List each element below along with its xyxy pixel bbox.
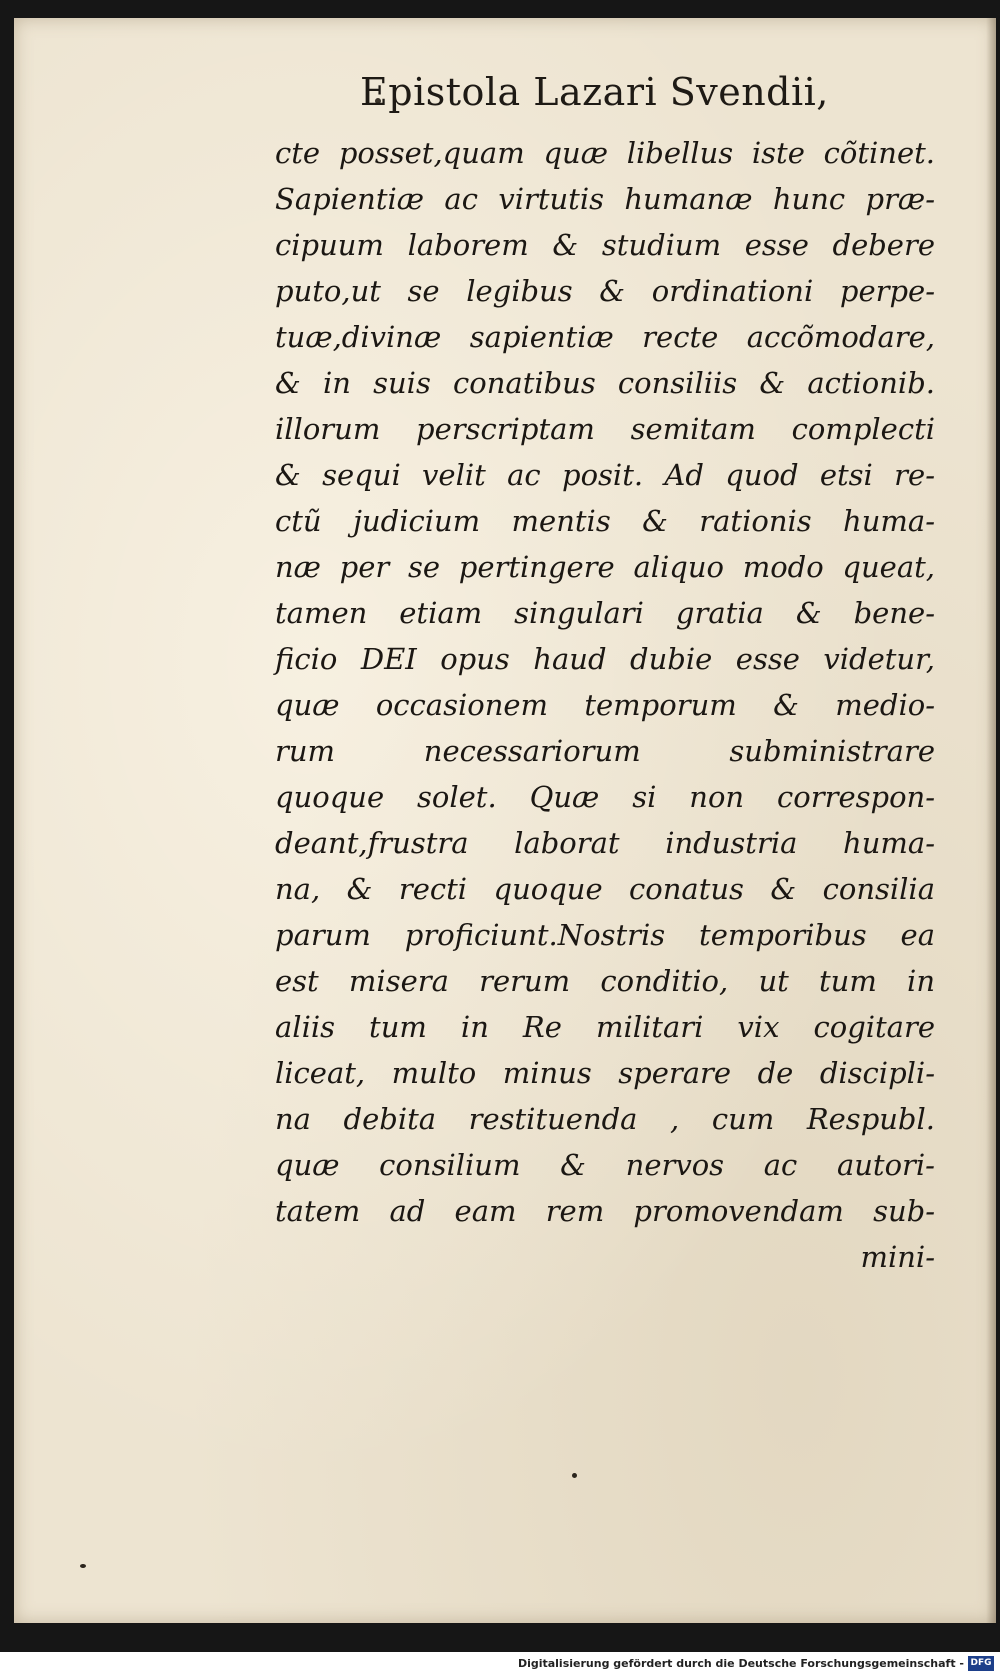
text-line: quæ consilium & nervos ac autori-	[275, 1148, 935, 1182]
text-line: cte posset,quam quæ libellus iste cõtinet.	[275, 136, 935, 170]
text-line: parum proficiunt.Nostris temporibus ea	[275, 918, 935, 952]
digitization-footer	[0, 1652, 1000, 1676]
ink-speck	[80, 1564, 86, 1568]
ink-speck	[572, 1473, 577, 1478]
body-text	[275, 130, 935, 1280]
running-head: Epistola Lazari Svendii,	[360, 70, 829, 114]
text-line: tatem ad eam rem promovendam sub-	[275, 1194, 935, 1228]
text-line: quoque solet. Quæ si non correspon-	[275, 780, 935, 814]
catchword: mini-	[860, 1240, 935, 1274]
text-line: deant,frustra laborat industria huma-	[275, 826, 935, 860]
text-line: tuæ,divinæ sapientiæ recte accõmodare,	[275, 320, 935, 354]
text-line: liceat, multo minus sperare de discipli-	[275, 1056, 935, 1090]
text-line: ficio DEI opus haud dubie esse videtur,	[275, 642, 935, 676]
text-line: puto,ut se legibus & ordinationi perpe-	[275, 274, 935, 308]
text-line: quæ occasionem temporum & medio-	[275, 688, 935, 722]
text-line: rum necessariorum subministrare	[275, 734, 935, 768]
text-line: næ per se pertingere aliquo modo queat,	[275, 550, 935, 584]
page-edge-shadow	[986, 18, 996, 1623]
text-line: ctũ judicium mentis & rationis huma-	[275, 504, 935, 538]
text-line: est misera rerum conditio, ut tum in	[275, 964, 935, 998]
text-line: & in suis conatibus consiliis & actionib.	[275, 366, 935, 400]
text-line: illorum perscriptam semitam complecti	[275, 412, 935, 446]
text-line: aliis tum in Re militari vix cogitare	[275, 1010, 935, 1044]
footer-credit: Digitalisierung gefördert durch die Deutsche Forschungsgemeinschaft -	[517, 1657, 964, 1670]
text-line: tamen etiam singulari gratia & bene-	[275, 596, 935, 630]
text-line: na debita restituenda , cum Respubl.	[275, 1102, 935, 1136]
text-line: & sequi velit ac posit. Ad quod etsi re-	[275, 458, 935, 492]
text-line: na, & recti quoque conatus & consilia	[275, 872, 935, 906]
text-line: Sapientiæ ac virtutis humanæ hunc præ-	[275, 182, 935, 216]
text-line: cipuum laborem & studium esse debere	[275, 228, 935, 262]
dfg-logo-icon: DFG	[968, 1656, 994, 1671]
